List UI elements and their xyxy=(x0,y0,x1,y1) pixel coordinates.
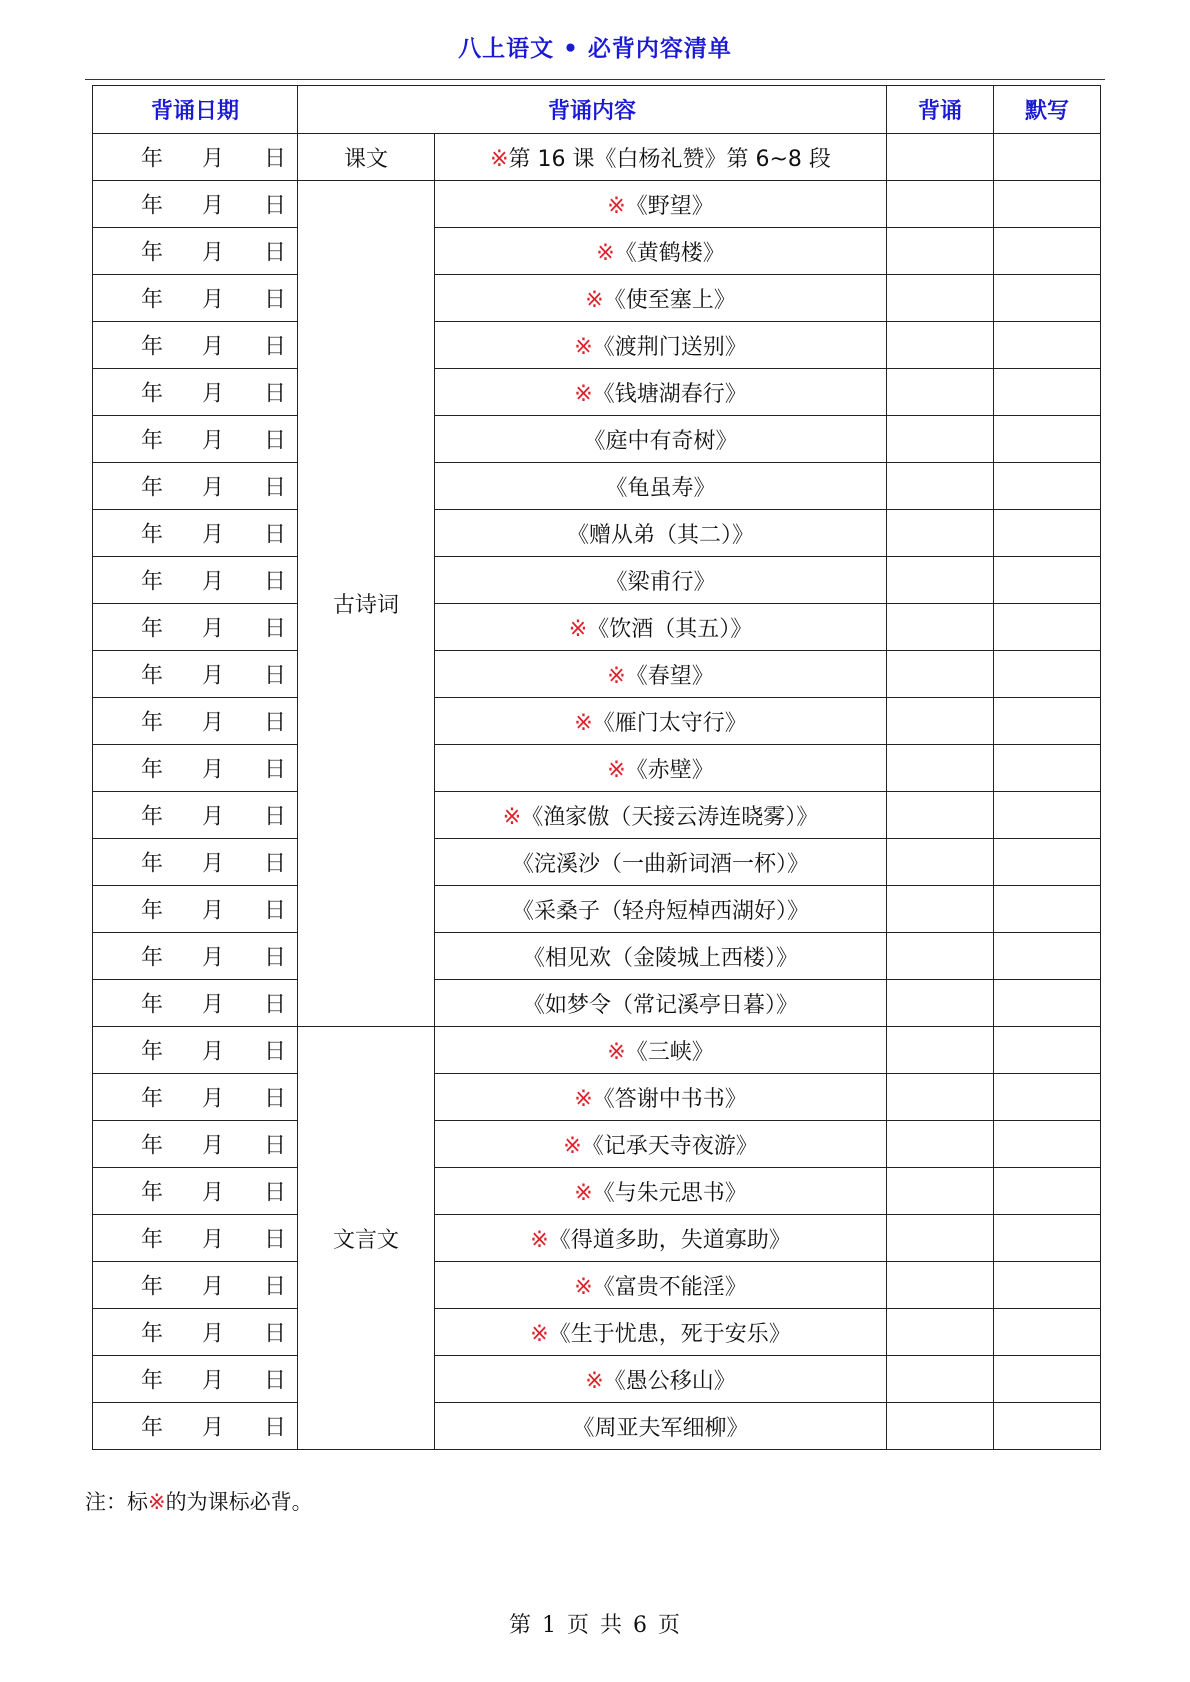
dictate-check-cell[interactable] xyxy=(994,933,1101,980)
recite-check-cell[interactable] xyxy=(887,557,994,604)
table-row xyxy=(93,1309,1101,1356)
content-cell xyxy=(435,886,887,933)
table-row xyxy=(93,1121,1101,1168)
recitation-table xyxy=(92,85,1101,1450)
table-row xyxy=(93,181,1101,228)
dictate-check-cell[interactable] xyxy=(994,134,1101,181)
footer-page-number: 1 xyxy=(541,1613,557,1638)
date-cell[interactable] xyxy=(93,980,298,1027)
date-month-label: 月 xyxy=(202,851,225,877)
content-cell xyxy=(435,1074,887,1121)
content-text: 《龟虽寿》 xyxy=(605,475,716,501)
date-cell[interactable] xyxy=(93,1309,298,1356)
dictate-check-cell[interactable] xyxy=(994,557,1101,604)
dictate-check-cell[interactable] xyxy=(994,369,1101,416)
recite-check-cell[interactable] xyxy=(887,1074,994,1121)
date-day-label: 日 xyxy=(264,240,287,266)
recite-check-cell[interactable] xyxy=(887,1121,994,1168)
date-day-label: 日 xyxy=(264,475,287,501)
required-mark: ※ xyxy=(574,334,593,360)
table-row xyxy=(93,933,1101,980)
recite-check-cell[interactable] xyxy=(887,275,994,322)
table-header-row xyxy=(93,86,1101,134)
content-cell xyxy=(435,181,887,228)
content-cell xyxy=(435,604,887,651)
date-month-label: 月 xyxy=(202,522,225,548)
table-row xyxy=(93,1027,1101,1074)
date-month-label: 月 xyxy=(202,193,225,219)
date-cell[interactable] xyxy=(93,463,298,510)
recite-check-cell[interactable] xyxy=(887,1168,994,1215)
content-text: 《周亚夫军细柳》 xyxy=(572,1415,749,1441)
content-text: 《采桑子（轻舟短棹西湖好）》 xyxy=(512,898,810,924)
date-cell[interactable] xyxy=(93,792,298,839)
dictate-check-cell[interactable] xyxy=(994,886,1101,933)
page-footer xyxy=(0,1608,1190,1639)
header-date: 背诵日期 xyxy=(93,86,298,134)
content-cell xyxy=(435,1403,887,1450)
date-day-label: 日 xyxy=(264,710,287,736)
required-mark: ※ xyxy=(568,616,588,642)
dictate-check-cell[interactable] xyxy=(994,1356,1101,1403)
date-year-label: 年 xyxy=(141,569,164,595)
dictate-check-cell[interactable] xyxy=(994,604,1101,651)
date-month-label: 月 xyxy=(202,757,225,783)
header-content: 背诵内容 xyxy=(298,86,887,134)
date-year-label: 年 xyxy=(141,1415,164,1441)
recite-check-cell[interactable] xyxy=(887,1215,994,1262)
content-cell xyxy=(435,1356,887,1403)
date-day-label: 日 xyxy=(264,1415,287,1441)
date-month-label: 月 xyxy=(202,1180,225,1206)
date-year-label: 年 xyxy=(141,616,164,642)
date-day-label: 日 xyxy=(264,1227,287,1253)
date-month-label: 月 xyxy=(202,710,225,736)
content-text: 《钱塘湖春行》 xyxy=(592,381,747,407)
category-cell: 古诗词 xyxy=(298,181,435,1027)
footer-ye-2: 页 xyxy=(658,1613,682,1638)
date-year-label: 年 xyxy=(141,1039,164,1065)
date-year-label: 年 xyxy=(141,663,164,689)
date-cell[interactable] xyxy=(93,1121,298,1168)
recite-check-cell[interactable] xyxy=(887,322,994,369)
required-mark: ※ xyxy=(607,757,626,783)
table-row xyxy=(93,839,1101,886)
content-text: 《春望》 xyxy=(625,663,714,689)
date-cell[interactable] xyxy=(93,604,298,651)
content-cell xyxy=(435,275,887,322)
footer-gong: 共 xyxy=(600,1613,624,1638)
date-cell[interactable] xyxy=(93,1215,298,1262)
recite-check-cell[interactable] xyxy=(887,1309,994,1356)
required-mark: ※ xyxy=(490,146,509,172)
footer-di: 第 xyxy=(508,1613,532,1638)
date-month-label: 月 xyxy=(202,992,225,1018)
date-month-label: 月 xyxy=(202,898,225,924)
date-year-label: 年 xyxy=(141,1133,164,1159)
dictate-check-cell[interactable] xyxy=(994,1403,1101,1450)
content-cell xyxy=(435,651,887,698)
date-cell[interactable] xyxy=(93,1403,298,1450)
date-cell[interactable] xyxy=(93,1168,298,1215)
date-day-label: 日 xyxy=(264,1039,287,1065)
content-cell xyxy=(435,228,887,275)
date-month-label: 月 xyxy=(202,1415,225,1441)
dictate-check-cell[interactable] xyxy=(994,980,1101,1027)
dictate-check-cell[interactable] xyxy=(994,792,1101,839)
date-year-label: 年 xyxy=(141,381,164,407)
date-day-label: 日 xyxy=(264,569,287,595)
content-text: 《如梦令（常记溪亭日暮）》 xyxy=(523,992,799,1018)
content-cell xyxy=(435,1027,887,1074)
date-cell[interactable] xyxy=(93,275,298,322)
date-day-label: 日 xyxy=(264,381,287,407)
date-day-label: 日 xyxy=(264,804,287,830)
table-row xyxy=(93,510,1101,557)
content-text: 《渡荆门送别》 xyxy=(592,334,747,360)
required-mark: ※ xyxy=(574,1086,593,1112)
date-cell[interactable] xyxy=(93,510,298,557)
date-year-label: 年 xyxy=(141,146,164,172)
recite-check-cell[interactable] xyxy=(887,228,994,275)
content-text: 《野望》 xyxy=(625,193,714,219)
date-day-label: 日 xyxy=(264,1368,287,1394)
content-cell xyxy=(435,1262,887,1309)
content-cell xyxy=(435,1215,887,1262)
required-mark: ※ xyxy=(574,710,593,736)
date-day-label: 日 xyxy=(264,1274,287,1300)
date-cell[interactable] xyxy=(93,651,298,698)
required-mark: ※ xyxy=(607,193,626,219)
table-row xyxy=(93,1356,1101,1403)
recite-check-cell[interactable] xyxy=(887,886,994,933)
recite-check-cell[interactable] xyxy=(887,1027,994,1074)
date-month-label: 月 xyxy=(202,334,225,360)
content-cell xyxy=(435,416,887,463)
content-text: 《黄鹤楼》 xyxy=(614,240,725,266)
date-month-label: 月 xyxy=(202,945,225,971)
date-year-label: 年 xyxy=(141,475,164,501)
content-text: 《生于忧患，死于安乐》 xyxy=(548,1321,791,1347)
date-month-label: 月 xyxy=(202,1227,225,1253)
date-month-label: 月 xyxy=(202,1133,225,1159)
recite-check-cell[interactable] xyxy=(887,745,994,792)
required-mark: ※ xyxy=(574,381,593,407)
date-month-label: 月 xyxy=(202,1368,225,1394)
content-cell xyxy=(435,557,887,604)
date-cell[interactable] xyxy=(93,1262,298,1309)
footnote-suffix: 的为课标必背。 xyxy=(165,1490,313,1514)
recite-check-cell[interactable] xyxy=(887,604,994,651)
date-cell[interactable] xyxy=(93,181,298,228)
date-day-label: 日 xyxy=(264,193,287,219)
footnote xyxy=(85,1486,313,1516)
table-row xyxy=(93,886,1101,933)
date-year-label: 年 xyxy=(141,193,164,219)
content-text: 《与朱元思书》 xyxy=(592,1180,747,1206)
dictate-check-cell[interactable] xyxy=(994,181,1101,228)
date-year-label: 年 xyxy=(141,522,164,548)
recite-check-cell[interactable] xyxy=(887,651,994,698)
dictate-check-cell[interactable] xyxy=(994,1074,1101,1121)
table-row xyxy=(93,275,1101,322)
date-cell[interactable] xyxy=(93,228,298,275)
dictate-check-cell[interactable] xyxy=(994,1215,1101,1262)
dictate-check-cell[interactable] xyxy=(994,1309,1101,1356)
recite-check-cell[interactable] xyxy=(887,1403,994,1450)
date-day-label: 日 xyxy=(264,992,287,1018)
date-cell[interactable] xyxy=(93,1027,298,1074)
required-mark: ※ xyxy=(574,1180,593,1206)
date-day-label: 日 xyxy=(264,1321,287,1347)
table-row xyxy=(93,980,1101,1027)
content-text: 《浣溪沙（一曲新词酒一杯）》 xyxy=(512,851,810,877)
date-day-label: 日 xyxy=(264,428,287,454)
date-year-label: 年 xyxy=(141,1368,164,1394)
table-row xyxy=(93,557,1101,604)
date-year-label: 年 xyxy=(141,710,164,736)
date-day-label: 日 xyxy=(264,851,287,877)
date-month-label: 月 xyxy=(202,1274,225,1300)
footer-ye: 页 xyxy=(566,1613,590,1638)
date-month-label: 月 xyxy=(202,240,225,266)
dictate-check-cell[interactable] xyxy=(994,322,1101,369)
date-year-label: 年 xyxy=(141,1321,164,1347)
content-text: 《相见欢（金陵城上西楼）》 xyxy=(523,945,799,971)
content-text: 《记承天寺夜游》 xyxy=(581,1133,758,1159)
date-cell[interactable] xyxy=(93,1074,298,1121)
dictate-check-cell[interactable] xyxy=(994,745,1101,792)
recite-check-cell[interactable] xyxy=(887,510,994,557)
content-text: 《富贵不能淫》 xyxy=(592,1274,747,1300)
table-row xyxy=(93,1262,1101,1309)
date-day-label: 日 xyxy=(264,898,287,924)
category-cell: 课文 xyxy=(298,134,435,181)
recite-check-cell[interactable] xyxy=(887,369,994,416)
table-row xyxy=(93,745,1101,792)
footnote-mark: ※ xyxy=(148,1490,166,1514)
dictate-check-cell[interactable] xyxy=(994,1027,1101,1074)
date-cell[interactable] xyxy=(93,698,298,745)
date-cell[interactable] xyxy=(93,322,298,369)
content-cell xyxy=(435,980,887,1027)
date-day-label: 日 xyxy=(264,1086,287,1112)
table-row xyxy=(93,369,1101,416)
category-cell: 文言文 xyxy=(298,1027,435,1450)
date-day-label: 日 xyxy=(264,146,287,172)
date-year-label: 年 xyxy=(141,945,164,971)
table-row xyxy=(93,322,1101,369)
required-mark: ※ xyxy=(585,1368,604,1394)
content-cell xyxy=(435,1121,887,1168)
content-cell xyxy=(435,1309,887,1356)
recite-check-cell[interactable] xyxy=(887,698,994,745)
date-month-label: 月 xyxy=(202,287,225,313)
content-cell xyxy=(435,463,887,510)
table-row xyxy=(93,134,1101,181)
date-year-label: 年 xyxy=(141,428,164,454)
date-day-label: 日 xyxy=(264,287,287,313)
date-cell[interactable] xyxy=(93,369,298,416)
date-month-label: 月 xyxy=(202,475,225,501)
content-cell xyxy=(435,933,887,980)
header-recite: 背诵 xyxy=(887,86,994,134)
dictate-check-cell[interactable] xyxy=(994,275,1101,322)
date-month-label: 月 xyxy=(202,428,225,454)
date-cell[interactable] xyxy=(93,416,298,463)
date-cell[interactable] xyxy=(93,1356,298,1403)
date-cell[interactable] xyxy=(93,839,298,886)
content-text: 《雁门太守行》 xyxy=(592,710,747,736)
dictate-check-cell[interactable] xyxy=(994,1262,1101,1309)
content-text: 第 16 课《白杨礼赞》第 6~8 段 xyxy=(508,146,831,172)
dictate-check-cell[interactable] xyxy=(994,1168,1101,1215)
content-cell xyxy=(435,1168,887,1215)
content-cell xyxy=(435,322,887,369)
date-year-label: 年 xyxy=(141,804,164,830)
date-year-label: 年 xyxy=(141,287,164,313)
content-text: 《赤壁》 xyxy=(625,757,714,783)
date-day-label: 日 xyxy=(264,757,287,783)
date-day-label: 日 xyxy=(264,1133,287,1159)
date-month-label: 月 xyxy=(202,616,225,642)
content-cell xyxy=(435,745,887,792)
content-cell xyxy=(435,369,887,416)
dictate-check-cell[interactable] xyxy=(994,416,1101,463)
date-month-label: 月 xyxy=(202,1086,225,1112)
date-year-label: 年 xyxy=(141,898,164,924)
table-row xyxy=(93,463,1101,510)
date-year-label: 年 xyxy=(141,851,164,877)
content-text: 《赠从弟（其二）》 xyxy=(567,522,755,548)
recite-check-cell[interactable] xyxy=(887,181,994,228)
recite-check-cell[interactable] xyxy=(887,463,994,510)
date-year-label: 年 xyxy=(141,992,164,1018)
recite-check-cell[interactable] xyxy=(887,792,994,839)
table-row xyxy=(93,1403,1101,1450)
date-cell[interactable] xyxy=(93,745,298,792)
required-mark: ※ xyxy=(530,1227,549,1253)
table-body xyxy=(93,134,1101,1450)
dictate-check-cell[interactable] xyxy=(994,1121,1101,1168)
date-day-label: 日 xyxy=(264,945,287,971)
recite-check-cell[interactable] xyxy=(887,933,994,980)
required-mark: ※ xyxy=(607,663,626,689)
date-cell[interactable] xyxy=(93,886,298,933)
date-cell[interactable] xyxy=(93,933,298,980)
table-row xyxy=(93,228,1101,275)
required-mark: ※ xyxy=(596,240,615,266)
recite-check-cell[interactable] xyxy=(887,134,994,181)
page-title: 八上语文 • 必背内容清单 xyxy=(458,36,732,62)
recite-check-cell[interactable] xyxy=(887,1262,994,1309)
content-text: 《渔家傲（天接云涛连晓雾）》 xyxy=(521,804,819,830)
content-text: 《得道多助，失道寡助》 xyxy=(548,1227,791,1253)
content-text: 《愚公移山》 xyxy=(603,1368,736,1394)
content-cell xyxy=(435,510,887,557)
date-month-label: 月 xyxy=(202,146,225,172)
content-cell xyxy=(435,134,887,181)
dictate-check-cell[interactable] xyxy=(994,463,1101,510)
content-text: 《梁甫行》 xyxy=(605,569,716,595)
date-month-label: 月 xyxy=(202,1321,225,1347)
table-row xyxy=(93,416,1101,463)
content-cell xyxy=(435,792,887,839)
required-mark: ※ xyxy=(607,1039,626,1065)
date-year-label: 年 xyxy=(141,1086,164,1112)
footer-total-pages: 6 xyxy=(633,1613,649,1638)
required-mark: ※ xyxy=(574,1274,593,1300)
content-cell xyxy=(435,698,887,745)
dictate-check-cell[interactable] xyxy=(994,651,1101,698)
header-dictate: 默写 xyxy=(994,86,1101,134)
content-text: 《使至塞上》 xyxy=(603,287,736,313)
dictate-check-cell[interactable] xyxy=(994,228,1101,275)
date-year-label: 年 xyxy=(141,1274,164,1300)
content-text: 《饮酒（其五）》 xyxy=(587,616,753,642)
date-month-label: 月 xyxy=(202,569,225,595)
date-cell[interactable] xyxy=(93,557,298,604)
date-cell[interactable] xyxy=(93,134,298,181)
required-mark: ※ xyxy=(502,804,522,830)
required-mark: ※ xyxy=(530,1321,549,1347)
recite-check-cell[interactable] xyxy=(887,980,994,1027)
date-day-label: 日 xyxy=(264,663,287,689)
recite-check-cell[interactable] xyxy=(887,839,994,886)
date-month-label: 月 xyxy=(202,663,225,689)
header-rule xyxy=(85,79,1105,80)
table-row xyxy=(93,792,1101,839)
date-year-label: 年 xyxy=(141,1227,164,1253)
content-text: 《庭中有奇树》 xyxy=(583,428,738,454)
date-day-label: 日 xyxy=(264,334,287,360)
table-row xyxy=(93,698,1101,745)
date-year-label: 年 xyxy=(141,334,164,360)
date-year-label: 年 xyxy=(141,1180,164,1206)
dictate-check-cell[interactable] xyxy=(994,839,1101,886)
recite-check-cell[interactable] xyxy=(887,1356,994,1403)
dictate-check-cell[interactable] xyxy=(994,510,1101,557)
date-month-label: 月 xyxy=(202,1039,225,1065)
table-row xyxy=(93,1168,1101,1215)
required-mark: ※ xyxy=(563,1133,582,1159)
date-year-label: 年 xyxy=(141,240,164,266)
content-text: 《三峡》 xyxy=(625,1039,714,1065)
table-row xyxy=(93,1074,1101,1121)
recite-check-cell[interactable] xyxy=(887,416,994,463)
date-day-label: 日 xyxy=(264,1180,287,1206)
date-month-label: 月 xyxy=(202,381,225,407)
required-mark: ※ xyxy=(585,287,604,313)
footnote-prefix: 注：标 xyxy=(85,1490,148,1514)
content-cell xyxy=(435,839,887,886)
content-text: 《答谢中书书》 xyxy=(592,1086,747,1112)
table-row xyxy=(93,1215,1101,1262)
table-row xyxy=(93,651,1101,698)
date-day-label: 日 xyxy=(264,616,287,642)
dictate-check-cell[interactable] xyxy=(994,698,1101,745)
table-row xyxy=(93,604,1101,651)
date-month-label: 月 xyxy=(202,804,225,830)
date-year-label: 年 xyxy=(141,757,164,783)
date-day-label: 日 xyxy=(264,522,287,548)
